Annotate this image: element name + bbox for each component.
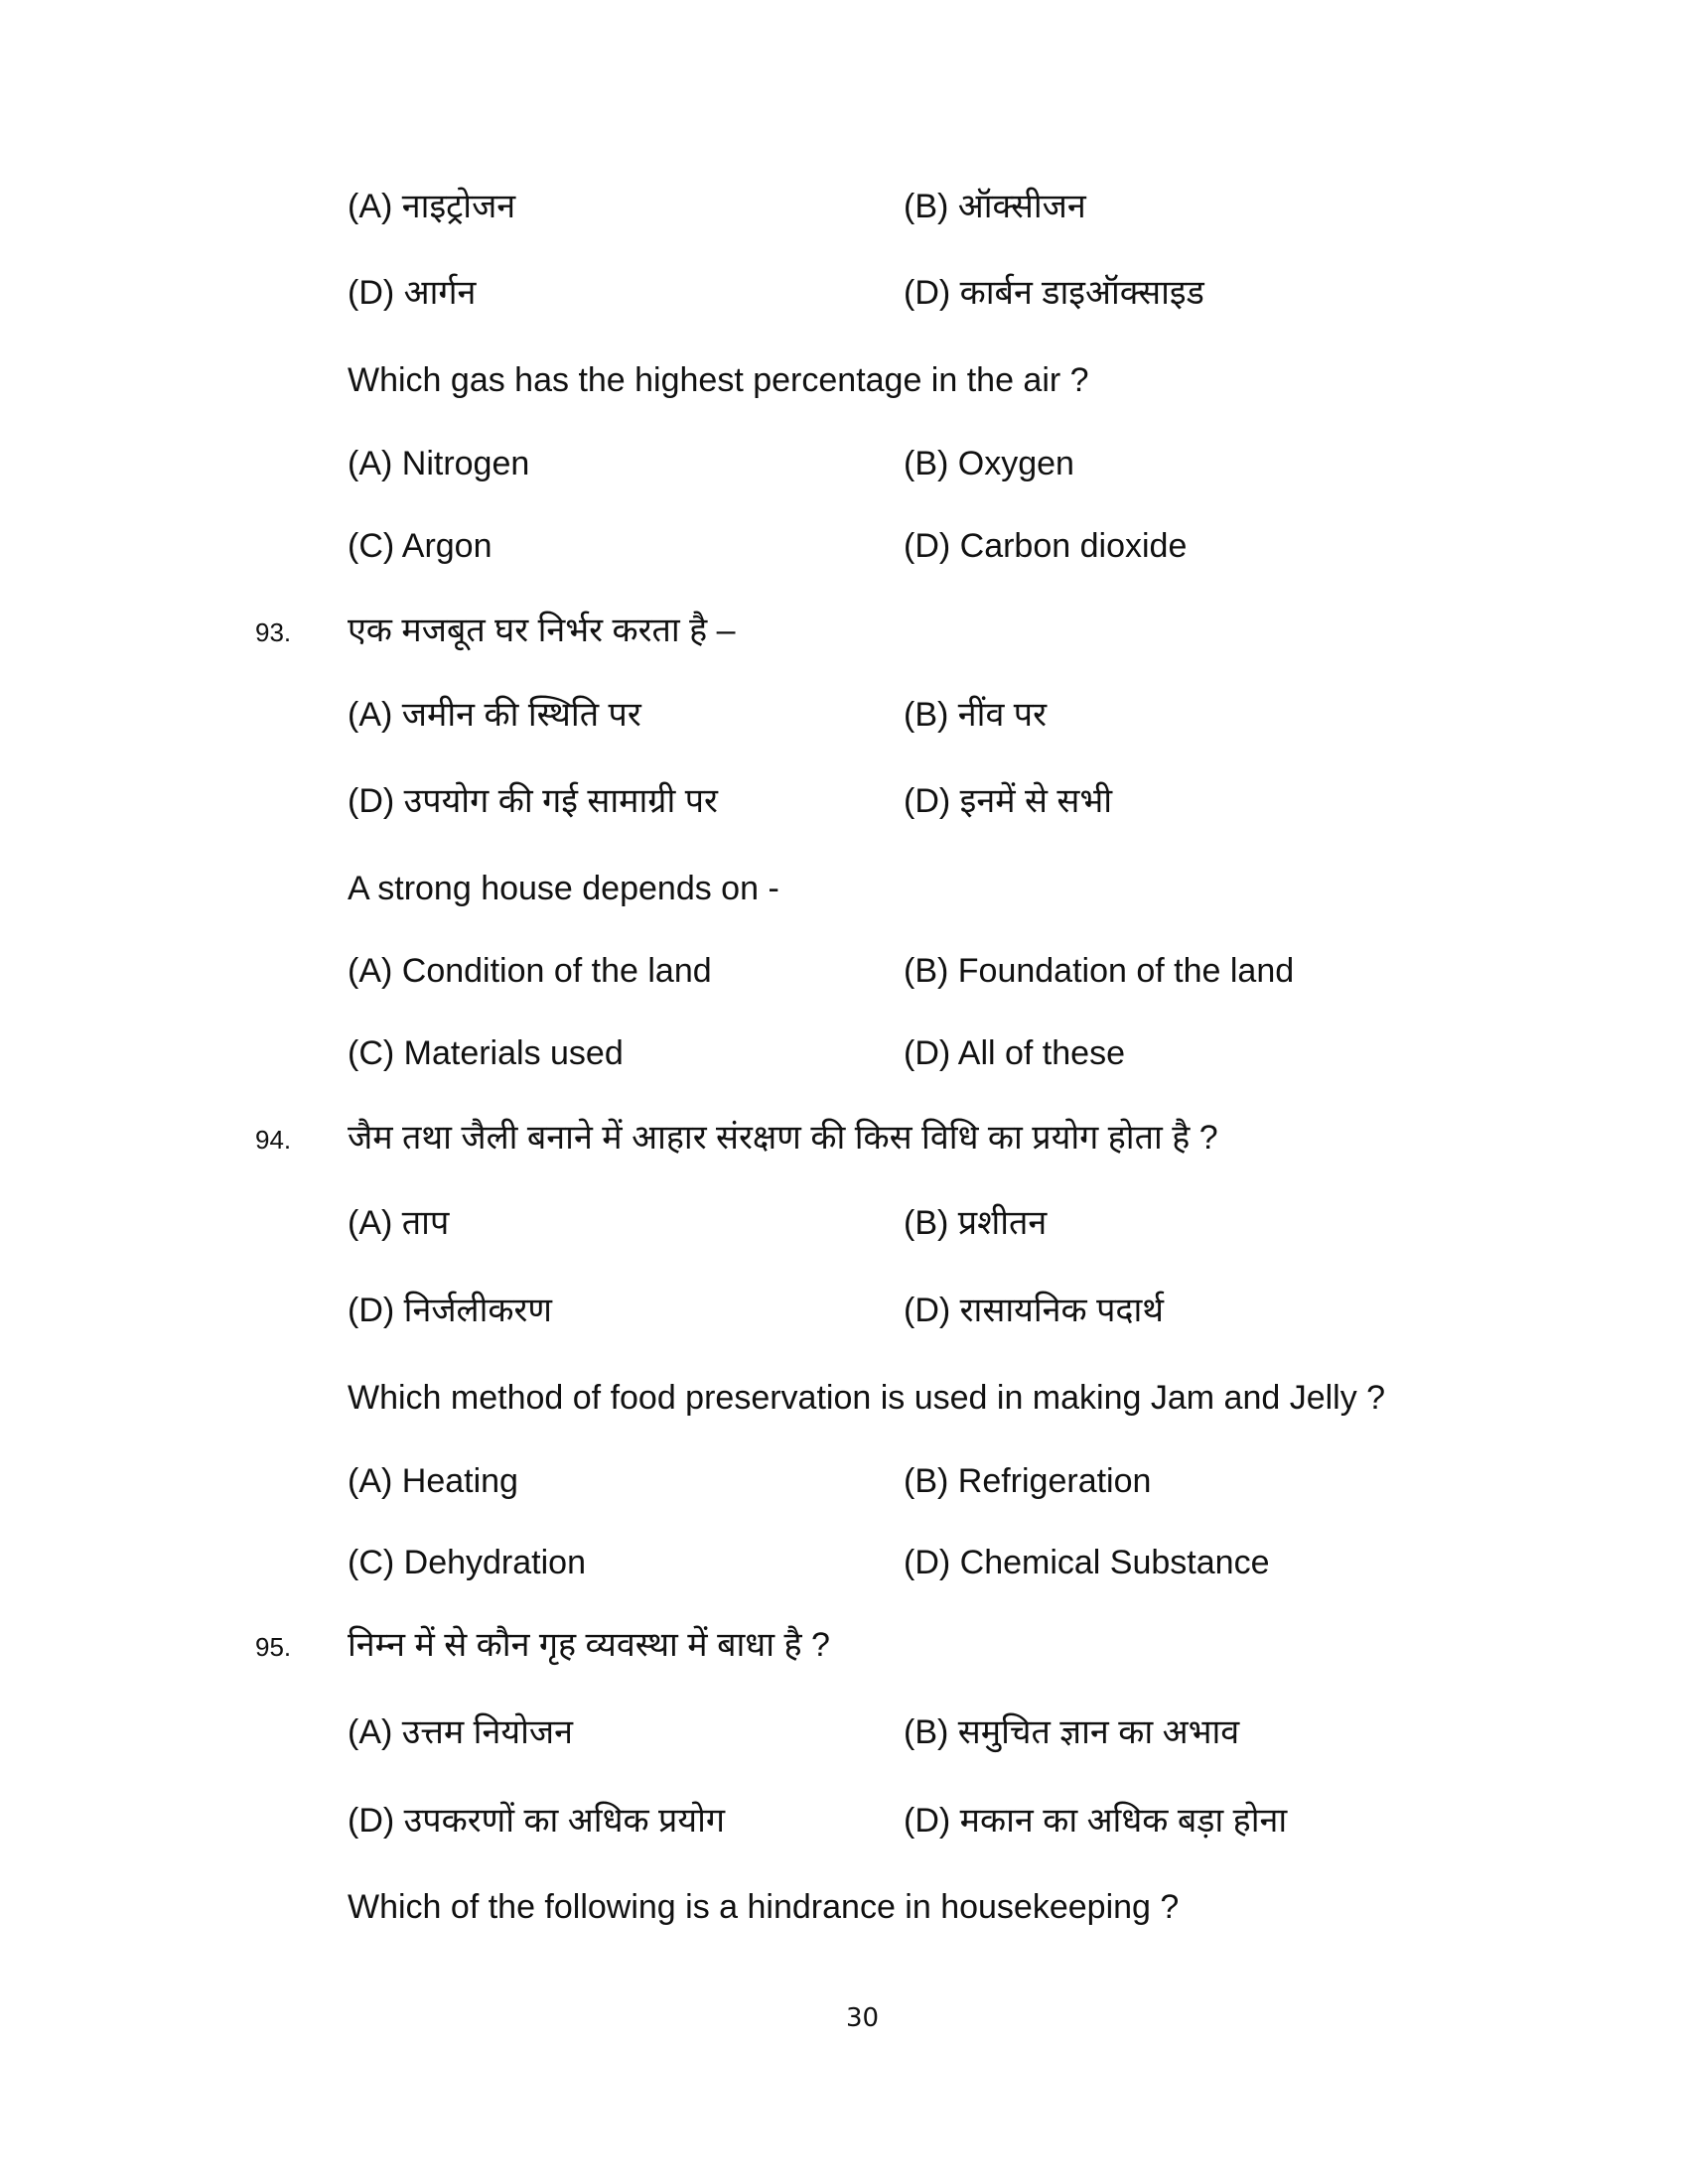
option-hi-c: (D) निर्जलीकरण <box>348 1292 553 1329</box>
question-text-en: Which method of food preservation is used in making Jam and Jelly ? <box>348 1379 1386 1417</box>
option-en-d: (D) All of these <box>904 1034 1125 1072</box>
option-hi-c: (D) उपकरणों का अधिक प्रयोग <box>348 1802 726 1840</box>
option-en-b: (B) Foundation of the land <box>904 952 1295 990</box>
question-text-hi: जैम तथा जैली बनाने में आहार संरक्षण की किस विधि का प्रयोग होता है ? <box>348 1119 1218 1157</box>
question-text-hi: एक मजबूत घर निर्भर करता है – <box>348 612 736 649</box>
option-en-a: (A) Heating <box>348 1462 518 1500</box>
option-en-c: (C) Materials used <box>348 1034 624 1072</box>
option-en-b: (B) Refrigeration <box>904 1462 1152 1500</box>
option-en-a: (A) Nitrogen <box>348 445 530 482</box>
option-hi-a: (A) नाइट्रोजन <box>348 188 516 225</box>
option-en-c: (C) Dehydration <box>348 1544 586 1581</box>
option-hi-d: (D) रासायनिक पदार्थ <box>904 1292 1164 1329</box>
option-hi-a: (A) उत्तम नियोजन <box>348 1713 573 1751</box>
question-number: 93. <box>255 617 292 647</box>
question-text-en: Which of the following is a hindrance in housekeeping ? <box>348 1888 1180 1926</box>
option-hi-b: (B) समुचित ज्ञान का अभाव <box>904 1713 1240 1751</box>
question-text-en: A strong house depends on - <box>348 870 779 907</box>
option-hi-d: (D) इनमें से सभी <box>904 782 1113 820</box>
page-number: 30 <box>846 2003 880 2033</box>
option-en-c: (C) Argon <box>348 527 492 565</box>
option-hi-d: (D) कार्बन डाइऑक्साइड <box>904 274 1204 312</box>
option-hi-a: (A) ताप <box>348 1204 450 1242</box>
option-hi-c: (D) उपयोग की गई सामाग्री पर <box>348 782 718 820</box>
option-en-d: (D) Carbon dioxide <box>904 527 1188 565</box>
option-hi-d: (D) मकान का अधिक बड़ा होना <box>904 1802 1288 1840</box>
option-hi-c: (D) आर्गन <box>348 274 477 312</box>
option-hi-a: (A) जमीन की स्थिति पर <box>348 696 641 734</box>
option-hi-b: (B) ऑक्सीजन <box>904 188 1086 225</box>
question-text-en: Which gas has the highest percentage in the air ? <box>348 361 1089 399</box>
option-en-a: (A) Condition of the land <box>348 952 712 990</box>
option-en-b: (B) Oxygen <box>904 445 1074 482</box>
question-number: 94. <box>255 1125 292 1155</box>
option-hi-b: (B) प्रशीतन <box>904 1204 1048 1242</box>
option-en-d: (D) Chemical Substance <box>904 1544 1270 1581</box>
question-number: 95. <box>255 1632 292 1662</box>
option-hi-b: (B) नींव पर <box>904 696 1048 734</box>
question-text-hi: निम्न में से कौन गृह व्यवस्था में बाधा है ? <box>348 1626 830 1664</box>
